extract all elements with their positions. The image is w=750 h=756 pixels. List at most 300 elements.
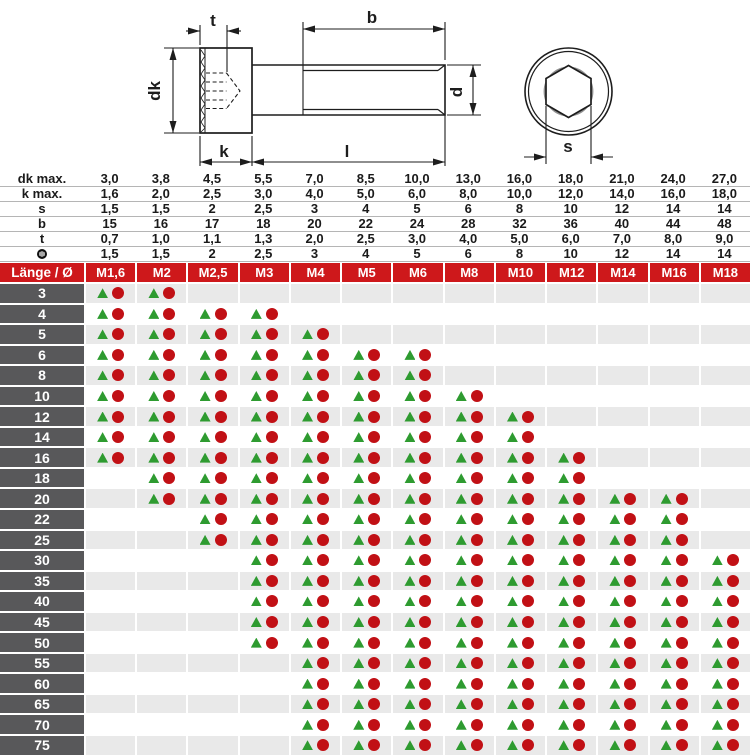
matrix-cell <box>496 572 545 591</box>
available-triangle-icon <box>404 617 415 627</box>
stock-circle-icon <box>368 452 380 464</box>
stock-circle-icon <box>368 513 380 525</box>
available-triangle-icon <box>661 535 672 545</box>
matrix-cell <box>598 448 647 467</box>
stock-circle-icon <box>266 472 278 484</box>
matrix-cell <box>547 613 596 632</box>
matrix-cell <box>547 346 596 365</box>
row-label-length: 20 <box>0 489 84 508</box>
matrix-cell <box>496 633 545 652</box>
stock-circle-icon <box>471 554 483 566</box>
available-triangle-icon <box>404 535 415 545</box>
dim-value: 5 <box>391 202 442 217</box>
matrix-cell <box>86 366 135 385</box>
stock-circle-icon <box>368 493 380 505</box>
matrix-cell <box>547 366 596 385</box>
matrix-cell <box>598 654 647 673</box>
available-triangle-icon <box>353 576 364 586</box>
available-triangle-icon <box>200 453 211 463</box>
available-triangle-icon <box>404 370 415 380</box>
stock-circle-icon <box>368 369 380 381</box>
available-triangle-icon <box>609 514 620 524</box>
stock-circle-icon <box>215 308 227 320</box>
stock-circle-icon <box>163 287 175 299</box>
available-triangle-icon <box>302 329 313 339</box>
matrix-cell <box>188 407 237 426</box>
matrix-cell <box>598 633 647 652</box>
matrix-cell <box>137 654 186 673</box>
dim-value: 20 <box>289 217 340 232</box>
matrix-cell <box>701 674 750 693</box>
available-triangle-icon <box>558 617 569 627</box>
matrix-cell <box>445 325 494 344</box>
matrix-cell <box>291 613 340 632</box>
row-label-length: 45 <box>0 613 84 632</box>
matrix-cell <box>650 551 699 570</box>
available-triangle-icon <box>712 720 723 730</box>
available-triangle-icon <box>712 617 723 627</box>
matrix-cell <box>137 715 186 734</box>
matrix-cell <box>650 469 699 488</box>
available-triangle-icon <box>661 658 672 668</box>
stock-circle-icon <box>419 472 431 484</box>
stock-circle-icon <box>471 452 483 464</box>
stock-circle-icon <box>573 698 585 710</box>
row-label-length: 18 <box>0 469 84 488</box>
stock-circle-icon <box>368 637 380 649</box>
stock-circle-icon <box>266 452 278 464</box>
matrix-cell <box>393 428 442 447</box>
stock-circle-icon <box>676 657 688 669</box>
matrix-cell <box>496 531 545 550</box>
available-triangle-icon <box>456 535 467 545</box>
available-triangle-icon <box>353 658 364 668</box>
stock-circle-icon <box>676 575 688 587</box>
dim-value: 3,8 <box>135 172 186 187</box>
available-triangle-icon <box>302 514 313 524</box>
matrix-cell <box>342 489 391 508</box>
available-triangle-icon <box>661 720 672 730</box>
available-triangle-icon <box>609 494 620 504</box>
available-triangle-icon <box>148 432 159 442</box>
matrix-cell <box>445 695 494 714</box>
available-triangle-icon <box>353 535 364 545</box>
matrix-cell <box>188 284 237 303</box>
matrix-cell <box>188 489 237 508</box>
stock-circle-icon <box>471 513 483 525</box>
dim-value: 2,5 <box>340 232 391 247</box>
available-triangle-icon <box>507 494 518 504</box>
available-triangle-icon <box>148 494 159 504</box>
row-label-length: 40 <box>0 592 84 611</box>
matrix-cell <box>240 448 289 467</box>
matrix-cell <box>547 531 596 550</box>
dim-value: 8,0 <box>443 187 494 202</box>
column-header-M16: M16 <box>650 263 699 282</box>
available-triangle-icon <box>200 350 211 360</box>
available-triangle-icon <box>148 412 159 422</box>
available-triangle-icon <box>558 473 569 483</box>
available-triangle-icon <box>251 576 262 586</box>
available-triangle-icon <box>609 740 620 750</box>
available-triangle-icon <box>404 576 415 586</box>
available-triangle-icon <box>97 350 108 360</box>
available-triangle-icon <box>456 473 467 483</box>
available-triangle-icon <box>302 535 313 545</box>
label-t: t <box>210 11 216 30</box>
matrix-cell <box>86 510 135 529</box>
matrix-cell <box>86 305 135 324</box>
stock-circle-icon <box>624 698 636 710</box>
dim-value: 6,0 <box>391 187 442 202</box>
stock-circle-icon <box>215 349 227 361</box>
stock-circle-icon <box>522 554 534 566</box>
matrix-cell <box>240 284 289 303</box>
stock-circle-icon <box>471 657 483 669</box>
matrix-cell <box>342 551 391 570</box>
available-triangle-icon <box>302 432 313 442</box>
available-triangle-icon <box>148 350 159 360</box>
stock-circle-icon <box>317 452 329 464</box>
available-triangle-icon <box>507 473 518 483</box>
available-triangle-icon <box>558 596 569 606</box>
available-triangle-icon <box>200 432 211 442</box>
available-triangle-icon <box>456 555 467 565</box>
matrix-cell <box>291 510 340 529</box>
matrix-cell <box>445 305 494 324</box>
stock-circle-icon <box>368 431 380 443</box>
stock-circle-icon <box>317 554 329 566</box>
available-triangle-icon <box>609 699 620 709</box>
stock-circle-icon <box>419 678 431 690</box>
matrix-cell <box>291 551 340 570</box>
dim-value: 1,1 <box>186 232 237 247</box>
row-label-length: 3 <box>0 284 84 303</box>
stock-circle-icon <box>419 657 431 669</box>
stock-circle-icon <box>112 308 124 320</box>
available-triangle-icon <box>609 555 620 565</box>
matrix-cell <box>650 695 699 714</box>
row-label-length: 55 <box>0 654 84 673</box>
matrix-cell <box>445 387 494 406</box>
dim-value: 12,0 <box>545 187 596 202</box>
stock-circle-icon <box>676 493 688 505</box>
available-triangle-icon <box>507 638 518 648</box>
dim-value: 2,0 <box>289 232 340 247</box>
matrix-cell <box>650 407 699 426</box>
matrix-cell <box>496 407 545 426</box>
matrix-cell <box>137 284 186 303</box>
dim-value: 2,0 <box>135 187 186 202</box>
dim-value: 3,0 <box>391 232 442 247</box>
dim-value: 3 <box>289 247 340 262</box>
matrix-cell <box>342 613 391 632</box>
matrix-cell <box>445 510 494 529</box>
matrix-cell <box>86 489 135 508</box>
matrix-cell <box>291 674 340 693</box>
stock-circle-icon <box>112 369 124 381</box>
stock-circle-icon <box>317 657 329 669</box>
available-triangle-icon <box>712 596 723 606</box>
available-triangle-icon <box>609 658 620 668</box>
available-triangle-icon <box>456 432 467 442</box>
dim-value: 8,0 <box>648 232 699 247</box>
matrix-cell <box>445 654 494 673</box>
available-triangle-icon <box>404 514 415 524</box>
stock-circle-icon <box>676 513 688 525</box>
available-triangle-icon <box>97 391 108 401</box>
dim-value: 14 <box>699 202 750 217</box>
matrix-cell <box>496 592 545 611</box>
available-triangle-icon <box>661 576 672 586</box>
available-triangle-icon <box>302 350 313 360</box>
dim-value: 8 <box>494 202 545 217</box>
stock-circle-icon <box>112 452 124 464</box>
available-triangle-icon <box>200 412 211 422</box>
dim-value: 1,5 <box>84 202 135 217</box>
stock-circle-icon <box>471 431 483 443</box>
available-triangle-icon <box>507 740 518 750</box>
stock-circle-icon <box>522 472 534 484</box>
available-triangle-icon <box>507 432 518 442</box>
matrix-cell <box>188 633 237 652</box>
stock-circle-icon <box>368 595 380 607</box>
stock-circle-icon <box>471 637 483 649</box>
matrix-cell <box>291 715 340 734</box>
available-triangle-icon <box>302 370 313 380</box>
matrix-cell <box>137 428 186 447</box>
available-triangle-icon <box>404 720 415 730</box>
matrix-cell <box>650 346 699 365</box>
stock-circle-icon <box>266 493 278 505</box>
matrix-cell <box>547 510 596 529</box>
matrix-cell <box>86 572 135 591</box>
stock-circle-icon <box>471 616 483 628</box>
stock-circle-icon <box>419 349 431 361</box>
matrix-cell <box>650 674 699 693</box>
matrix-cell <box>650 613 699 632</box>
matrix-cell <box>188 695 237 714</box>
dim-value: 16,0 <box>494 172 545 187</box>
row-label-length: 6 <box>0 346 84 365</box>
available-triangle-icon <box>353 679 364 689</box>
label-d: d <box>447 86 466 98</box>
stock-circle-icon <box>266 431 278 443</box>
matrix-cell <box>137 366 186 385</box>
available-triangle-icon <box>353 596 364 606</box>
matrix-cell <box>445 531 494 550</box>
stock-circle-icon <box>163 411 175 423</box>
matrix-cell <box>291 387 340 406</box>
row-label-length: 35 <box>0 572 84 591</box>
available-triangle-icon <box>609 617 620 627</box>
dim-value: 18,0 <box>699 187 750 202</box>
available-triangle-icon <box>148 329 159 339</box>
dim-value: 21,0 <box>596 172 647 187</box>
stock-circle-icon <box>624 554 636 566</box>
matrix-cell <box>701 346 750 365</box>
matrix-cell <box>240 305 289 324</box>
column-header-M8: M8 <box>445 263 494 282</box>
matrix-cell <box>701 654 750 673</box>
matrix-cell <box>547 387 596 406</box>
stock-circle-icon <box>317 616 329 628</box>
matrix-cell <box>701 407 750 426</box>
matrix-cell <box>393 489 442 508</box>
dim-value: 6,0 <box>545 232 596 247</box>
matrix-cell <box>701 551 750 570</box>
matrix-cell <box>342 572 391 591</box>
matrix-cell <box>188 674 237 693</box>
matrix-cell <box>496 551 545 570</box>
dim-value: 40 <box>596 217 647 232</box>
matrix-cell <box>496 448 545 467</box>
matrix-cell <box>188 366 237 385</box>
matrix-cell <box>342 325 391 344</box>
stock-circle-icon <box>727 554 739 566</box>
matrix-cell <box>598 346 647 365</box>
stock-circle-icon <box>317 595 329 607</box>
stock-circle-icon <box>624 657 636 669</box>
matrix-cell <box>650 736 699 755</box>
matrix-cell <box>240 346 289 365</box>
available-triangle-icon <box>456 740 467 750</box>
stock-circle-icon <box>419 534 431 546</box>
matrix-cell <box>547 407 596 426</box>
stock-circle-icon <box>215 328 227 340</box>
hex-socket-icon-center <box>39 251 45 257</box>
available-triangle-icon <box>558 638 569 648</box>
matrix-cell <box>547 715 596 734</box>
matrix-cell <box>188 346 237 365</box>
dim-value: 44 <box>648 217 699 232</box>
dim-value: 24 <box>391 217 442 232</box>
matrix-cell <box>86 531 135 550</box>
matrix-cell <box>291 325 340 344</box>
matrix-cell <box>496 284 545 303</box>
matrix-cell <box>445 715 494 734</box>
available-triangle-icon <box>148 370 159 380</box>
matrix-cell <box>496 674 545 693</box>
matrix-cell <box>701 510 750 529</box>
stock-circle-icon <box>368 739 380 751</box>
matrix-cell <box>240 715 289 734</box>
matrix-cell <box>137 592 186 611</box>
matrix-cell <box>137 469 186 488</box>
stock-circle-icon <box>368 678 380 690</box>
dim-value: 7,0 <box>289 172 340 187</box>
available-triangle-icon <box>404 494 415 504</box>
matrix-cell <box>445 489 494 508</box>
matrix-cell <box>445 551 494 570</box>
matrix-cell <box>291 633 340 652</box>
stock-circle-icon <box>317 637 329 649</box>
stock-circle-icon <box>522 719 534 731</box>
stock-circle-icon <box>317 575 329 587</box>
available-triangle-icon <box>302 555 313 565</box>
matrix-cell <box>240 325 289 344</box>
stock-circle-icon <box>624 678 636 690</box>
stock-circle-icon <box>676 595 688 607</box>
matrix-cell <box>86 469 135 488</box>
matrix-cell <box>598 469 647 488</box>
row-label-length: 50 <box>0 633 84 652</box>
stock-circle-icon <box>624 534 636 546</box>
matrix-cell <box>86 592 135 611</box>
matrix-cell <box>342 531 391 550</box>
column-header-M5: M5 <box>342 263 391 282</box>
matrix-cell <box>188 305 237 324</box>
matrix-cell <box>291 284 340 303</box>
matrix-cell <box>342 346 391 365</box>
matrix-cell <box>547 572 596 591</box>
matrix-cell <box>650 510 699 529</box>
stock-circle-icon <box>522 657 534 669</box>
available-triangle-icon <box>609 679 620 689</box>
stock-circle-icon <box>522 534 534 546</box>
matrix-cell <box>650 592 699 611</box>
matrix-cell <box>86 428 135 447</box>
matrix-cell <box>496 469 545 488</box>
available-triangle-icon <box>251 309 262 319</box>
column-header-M4: M4 <box>291 263 340 282</box>
matrix-cell <box>291 305 340 324</box>
row-label-length: 22 <box>0 510 84 529</box>
matrix-cell <box>342 407 391 426</box>
matrix-cell <box>137 572 186 591</box>
matrix-cell <box>86 654 135 673</box>
available-triangle-icon <box>456 453 467 463</box>
stock-circle-icon <box>215 513 227 525</box>
matrix-cell <box>496 613 545 632</box>
dim-value: 2,5 <box>186 187 237 202</box>
stock-circle-icon <box>163 308 175 320</box>
stock-circle-icon <box>215 431 227 443</box>
matrix-cell <box>598 736 647 755</box>
dim-value: 10 <box>545 247 596 262</box>
matrix-cell <box>342 633 391 652</box>
stock-circle-icon <box>419 575 431 587</box>
available-triangle-icon <box>661 638 672 648</box>
available-triangle-icon <box>661 494 672 504</box>
matrix-cell <box>240 633 289 652</box>
available-triangle-icon <box>97 288 108 298</box>
stock-circle-icon <box>419 637 431 649</box>
stock-circle-icon <box>419 719 431 731</box>
stock-circle-icon <box>215 452 227 464</box>
stock-circle-icon <box>317 472 329 484</box>
available-triangle-icon <box>302 617 313 627</box>
matrix-cell <box>496 654 545 673</box>
stock-circle-icon <box>573 575 585 587</box>
available-triangle-icon <box>456 494 467 504</box>
matrix-cell <box>188 531 237 550</box>
dim-row-label: t <box>0 232 84 247</box>
matrix-cell <box>342 674 391 693</box>
available-triangle-icon <box>507 658 518 668</box>
label-dk: dk <box>145 81 164 101</box>
matrix-cell <box>445 674 494 693</box>
matrix-cell <box>650 366 699 385</box>
stock-circle-icon <box>471 739 483 751</box>
stock-circle-icon <box>573 554 585 566</box>
matrix-cell <box>240 674 289 693</box>
matrix-cell <box>393 366 442 385</box>
available-triangle-icon <box>251 432 262 442</box>
matrix-cell <box>547 325 596 344</box>
matrix-cell <box>342 428 391 447</box>
stock-circle-icon <box>471 719 483 731</box>
